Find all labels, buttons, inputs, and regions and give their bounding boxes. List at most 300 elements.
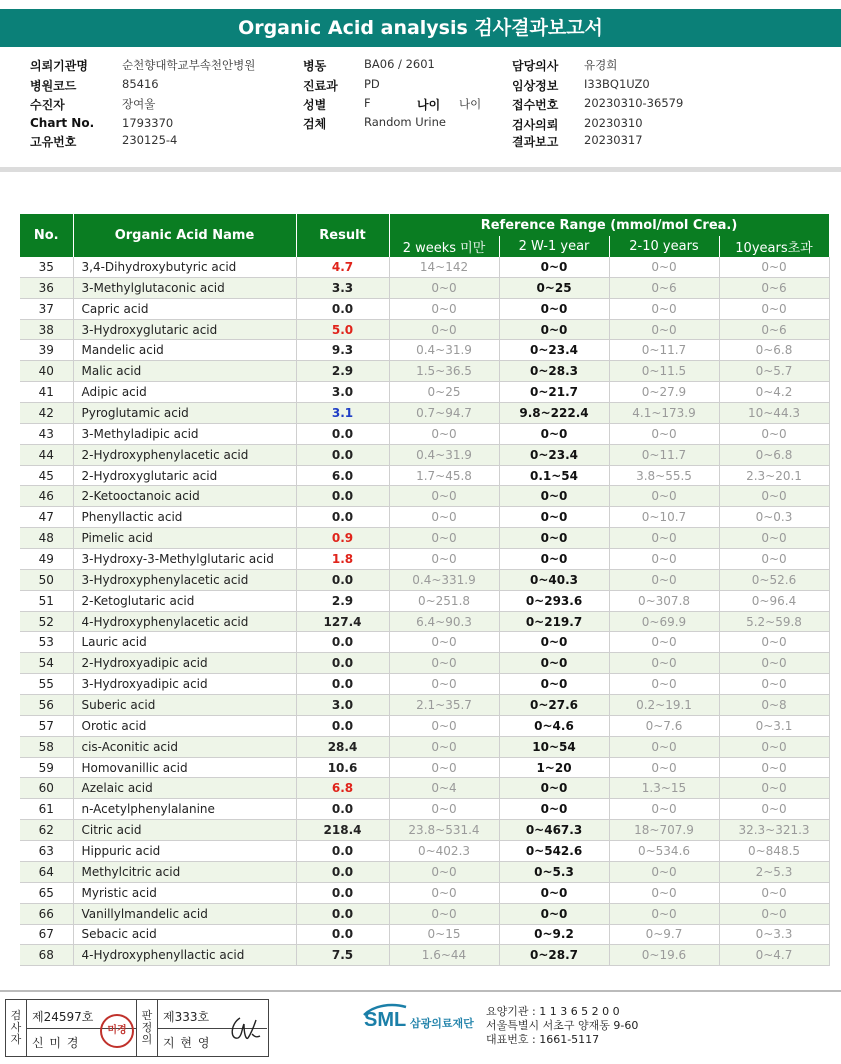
age-value: 나이 [459, 97, 482, 111]
unique-no-value: 230125-4 [122, 133, 178, 147]
row-number: 36 [20, 277, 73, 298]
footer-divider [0, 990, 841, 992]
reference-range: 0~307.8 [609, 590, 719, 611]
reference-range: 1.6~44 [389, 945, 499, 966]
reference-range: 14~142 [389, 257, 499, 277]
reference-range: 0~0 [499, 632, 609, 653]
result-value: 6.8 [296, 778, 389, 799]
table-row [20, 549, 829, 570]
reference-range: 0~4.2 [719, 382, 829, 403]
header-range-2weeks: 2 weeks 미만 [389, 236, 499, 257]
row-number: 60 [20, 778, 73, 799]
row-number: 43 [20, 423, 73, 444]
acid-name: Pimelic acid [73, 528, 296, 549]
reference-range: 0~28.3 [499, 361, 609, 382]
reference-range: 0~6 [719, 319, 829, 340]
reference-range: 0~0 [389, 903, 499, 924]
result-value: 0.0 [296, 674, 389, 695]
acid-name: Sebacic acid [73, 924, 296, 945]
table-row [20, 611, 829, 632]
row-number: 52 [20, 611, 73, 632]
reference-range: 2.3~20.1 [719, 465, 829, 486]
reference-range: 0~0 [719, 799, 829, 820]
row-number: 48 [20, 528, 73, 549]
reference-range: 0~0 [389, 715, 499, 736]
reference-range: 0.7~94.7 [389, 403, 499, 424]
acid-name: 3-Methylglutaconic acid [73, 277, 296, 298]
reference-range: 0~28.7 [499, 945, 609, 966]
result-value: 0.0 [296, 861, 389, 882]
reference-range: 0~0 [389, 736, 499, 757]
header-result: Result [296, 214, 389, 257]
address: 서울특별시 서초구 양재동 9-60 [486, 1019, 639, 1032]
reference-range: 0~0 [389, 528, 499, 549]
row-number: 56 [20, 695, 73, 716]
reference-range: 0~0 [499, 882, 609, 903]
result-value: 0.0 [296, 444, 389, 465]
reference-range: 1.5~36.5 [389, 361, 499, 382]
result-value: 3.3 [296, 277, 389, 298]
reference-range: 0~0 [499, 799, 609, 820]
receipt-no-label: 접수번호 [512, 98, 559, 112]
reference-range: 0~219.7 [499, 611, 609, 632]
result-value: 2.9 [296, 361, 389, 382]
acid-name: Vanillylmandelic acid [73, 903, 296, 924]
reference-range: 0~293.6 [499, 590, 609, 611]
specimen-value: Random Urine [364, 115, 446, 129]
reference-range: 0~0 [719, 653, 829, 674]
acid-name: 2-Hydroxyglutaric acid [73, 465, 296, 486]
table-row [20, 653, 829, 674]
reference-range: 0~0 [609, 861, 719, 882]
result-value: 0.0 [296, 799, 389, 820]
request-date-label: 검사의뢰 [512, 118, 559, 132]
reference-range: 0~6.8 [719, 340, 829, 361]
sml-logo [362, 1007, 482, 1047]
row-number: 53 [20, 632, 73, 653]
table-row [20, 590, 829, 611]
chart-no-value: 1793370 [122, 116, 174, 130]
reference-range: 0~534.6 [609, 841, 719, 862]
reference-range: 0~0 [389, 674, 499, 695]
recipient-label: 수진자 [30, 98, 65, 112]
reference-range: 0~0 [719, 549, 829, 570]
table-row [20, 465, 829, 486]
reference-range: 0~0 [609, 736, 719, 757]
approver-name: 지 현 영 [163, 1036, 211, 1050]
table-row [20, 569, 829, 590]
reference-range: 0~52.6 [719, 569, 829, 590]
reference-range: 2~5.3 [719, 861, 829, 882]
row-number: 42 [20, 403, 73, 424]
reference-range: 0~0 [499, 903, 609, 924]
reference-range: 0~0 [609, 569, 719, 590]
reference-range: 0~0 [609, 257, 719, 277]
reference-range: 2.1~35.7 [389, 695, 499, 716]
row-number: 37 [20, 298, 73, 319]
reference-range: 0~0 [609, 423, 719, 444]
institution-label: 의뢰기관명 [30, 59, 88, 73]
table-row [20, 403, 829, 424]
acid-name: Lauric acid [73, 632, 296, 653]
table-row [20, 736, 829, 757]
row-number: 46 [20, 486, 73, 507]
institution-value: 순천향대학교부속천안병원 [122, 58, 256, 72]
reference-range: 0~3.1 [719, 715, 829, 736]
reference-range: 0.4~331.9 [389, 569, 499, 590]
row-number: 62 [20, 820, 73, 841]
sex-label: 성별 [303, 98, 327, 112]
reference-range: 0~0 [389, 319, 499, 340]
row-number: 39 [20, 340, 73, 361]
reference-range: 0~0 [719, 903, 829, 924]
reference-range: 0~7.6 [609, 715, 719, 736]
reference-range: 0~0 [499, 319, 609, 340]
approver-license: 제333호 [163, 1010, 210, 1024]
reference-range: 0~27.9 [609, 382, 719, 403]
table-row [20, 799, 829, 820]
reference-range: 0~0 [609, 757, 719, 778]
row-number: 50 [20, 569, 73, 590]
acid-name: Malic acid [73, 361, 296, 382]
result-value: 0.0 [296, 569, 389, 590]
reference-range: 18~707.9 [609, 820, 719, 841]
acid-name: Homovanillic acid [73, 757, 296, 778]
hospital-code-label: 병원코드 [30, 79, 77, 93]
row-number: 54 [20, 653, 73, 674]
report-footer [0, 995, 841, 1064]
reference-range: 0.4~31.9 [389, 340, 499, 361]
ward-label: 병동 [303, 59, 327, 73]
signature-box [5, 999, 269, 1057]
reference-range: 0~6 [719, 277, 829, 298]
reference-range: 0~0 [499, 257, 609, 277]
reference-range: 0~23.4 [499, 444, 609, 465]
acid-name: Methylcitric acid [73, 861, 296, 882]
header-reference: Reference Range (mmol/mol Crea.) [389, 214, 829, 236]
clinical-info-value: I33BQ1UZ0 [584, 77, 650, 91]
doctor-label: 담당의사 [512, 59, 559, 73]
reference-range: 0~0 [719, 757, 829, 778]
reference-range: 0~0 [609, 632, 719, 653]
reference-range: 0~4.7 [719, 945, 829, 966]
reference-range: 0~69.9 [609, 611, 719, 632]
reference-range: 0~0 [609, 653, 719, 674]
dept-value: PD [364, 77, 380, 91]
table-row [20, 298, 829, 319]
reference-range: 23.8~531.4 [389, 820, 499, 841]
table-row [20, 423, 829, 444]
reference-range: 0~0 [719, 778, 829, 799]
sex-value: F [364, 96, 371, 110]
reference-range: 0~9.7 [609, 924, 719, 945]
reference-range: 0~6.8 [719, 444, 829, 465]
reference-range: 0~0 [389, 861, 499, 882]
report-date-value: 20230317 [584, 133, 643, 147]
table-row [20, 507, 829, 528]
hospital-code-value: 85416 [122, 77, 159, 91]
approver-label: 판정의 [141, 1009, 153, 1046]
reference-range: 0~21.7 [499, 382, 609, 403]
reference-range: 0~0 [609, 882, 719, 903]
row-number: 61 [20, 799, 73, 820]
acid-name: 3-Hydroxyphenylacetic acid [73, 569, 296, 590]
row-number: 55 [20, 674, 73, 695]
unique-no-label: 고유번호 [30, 135, 77, 149]
row-number: 68 [20, 945, 73, 966]
age-label: 나이 [417, 98, 441, 112]
reference-range: 0~402.3 [389, 841, 499, 862]
reference-range: 0~0 [609, 903, 719, 924]
result-value: 0.0 [296, 715, 389, 736]
reference-range: 0~0 [499, 549, 609, 570]
table-row [20, 861, 829, 882]
acid-name: 4-Hydroxyphenyllactic acid [73, 945, 296, 966]
row-number: 66 [20, 903, 73, 924]
table-row [20, 924, 829, 945]
result-value: 0.0 [296, 298, 389, 319]
reference-range: 0~0 [719, 423, 829, 444]
acid-name: Citric acid [73, 820, 296, 841]
acid-name: Hippuric acid [73, 841, 296, 862]
result-value: 0.0 [296, 632, 389, 653]
reference-range: 0~5.3 [499, 861, 609, 882]
result-value: 0.0 [296, 653, 389, 674]
acid-name: Phenyllactic acid [73, 507, 296, 528]
reference-range: 4.1~173.9 [609, 403, 719, 424]
result-value: 0.9 [296, 528, 389, 549]
reference-range: 0~10.7 [609, 507, 719, 528]
row-number: 63 [20, 841, 73, 862]
reference-range: 0~0 [609, 674, 719, 695]
reference-range: 0~4 [389, 778, 499, 799]
row-number: 58 [20, 736, 73, 757]
reference-range: 0~0 [389, 277, 499, 298]
reference-range: 6.4~90.3 [389, 611, 499, 632]
row-number: 47 [20, 507, 73, 528]
reference-range: 0~6 [609, 277, 719, 298]
result-value: 3.0 [296, 695, 389, 716]
acid-name: 3-Methyladipic acid [73, 423, 296, 444]
row-number: 44 [20, 444, 73, 465]
reference-range: 0~0 [499, 778, 609, 799]
result-value: 218.4 [296, 820, 389, 841]
reference-range: 0~27.6 [499, 695, 609, 716]
header-range-2-10years: 2-10 years [609, 236, 719, 257]
reference-range: 0~23.4 [499, 340, 609, 361]
result-value: 3.1 [296, 403, 389, 424]
result-value: 0.0 [296, 507, 389, 528]
dept-label: 진료과 [303, 79, 338, 93]
report-date-label: 결과보고 [512, 135, 559, 149]
table-row [20, 903, 829, 924]
reference-range: 0~11.7 [609, 340, 719, 361]
reference-range: 0~467.3 [499, 820, 609, 841]
table-row [20, 382, 829, 403]
table-row [20, 715, 829, 736]
reference-range: 10~54 [499, 736, 609, 757]
tester-license: 제24597호 [32, 1010, 94, 1024]
doctor-value: 유경희 [584, 58, 618, 72]
row-number: 59 [20, 757, 73, 778]
row-number: 67 [20, 924, 73, 945]
row-number: 45 [20, 465, 73, 486]
acid-name: 2-Ketoglutaric acid [73, 590, 296, 611]
row-number: 35 [20, 257, 73, 277]
reference-range: 5.2~59.8 [719, 611, 829, 632]
tester-name: 신 미 경 [32, 1036, 80, 1050]
reference-range: 1.3~15 [609, 778, 719, 799]
table-row [20, 945, 829, 966]
row-number: 51 [20, 590, 73, 611]
table-row [20, 820, 829, 841]
result-value: 7.5 [296, 945, 389, 966]
reference-range: 0~0 [719, 528, 829, 549]
reference-range: 32.3~321.3 [719, 820, 829, 841]
reference-range: 0~19.6 [609, 945, 719, 966]
reference-range: 0~0 [499, 507, 609, 528]
reference-range: 0~11.5 [609, 361, 719, 382]
reference-range: 0~0 [389, 507, 499, 528]
row-number: 38 [20, 319, 73, 340]
reference-range: 0~9.2 [499, 924, 609, 945]
org-name: 삼광의료재단 [410, 1017, 474, 1030]
corporate-info [486, 1005, 638, 1047]
row-number: 57 [20, 715, 73, 736]
reference-range: 0~0 [389, 882, 499, 903]
reference-range: 0~0 [499, 486, 609, 507]
reference-range: 0~0 [389, 799, 499, 820]
receipt-no-value: 20230310-36579 [584, 96, 684, 110]
result-value: 0.0 [296, 924, 389, 945]
acid-name: Orotic acid [73, 715, 296, 736]
acid-name: Adipic acid [73, 382, 296, 403]
reference-range: 0~251.8 [389, 590, 499, 611]
table-row [20, 674, 829, 695]
reference-range: 0~0 [609, 319, 719, 340]
reference-range: 0~542.6 [499, 841, 609, 862]
logo-text: SML [364, 1009, 407, 1031]
reference-range: 0~0 [719, 882, 829, 903]
row-number: 65 [20, 882, 73, 903]
header-no: No. [20, 214, 73, 257]
reference-range: 0~0 [719, 298, 829, 319]
row-number: 41 [20, 382, 73, 403]
result-value: 0.0 [296, 486, 389, 507]
table-row [20, 757, 829, 778]
result-value: 0.0 [296, 903, 389, 924]
result-value: 127.4 [296, 611, 389, 632]
acid-name: 2-Hydroxyadipic acid [73, 653, 296, 674]
reference-range: 0~11.7 [609, 444, 719, 465]
acid-name: Suberic acid [73, 695, 296, 716]
result-value: 9.3 [296, 340, 389, 361]
result-value: 5.0 [296, 319, 389, 340]
acid-name: 3-Hydroxyadipic acid [73, 674, 296, 695]
reference-range: 0~0 [389, 632, 499, 653]
reference-range: 0~0.3 [719, 507, 829, 528]
acid-name: 2-Ketooctanoic acid [73, 486, 296, 507]
reference-range: 0~0 [389, 653, 499, 674]
table-row [20, 257, 829, 277]
reference-range: 10~44.3 [719, 403, 829, 424]
stamp-seal-icon: 미경 [100, 1014, 134, 1048]
phone-number: 대표번호 : 1661-5117 [486, 1033, 600, 1046]
acid-name: Myristic acid [73, 882, 296, 903]
table-row [20, 319, 829, 340]
reference-range: 0~4.6 [499, 715, 609, 736]
result-value: 0.0 [296, 841, 389, 862]
table-row [20, 444, 829, 465]
acid-name: Pyroglutamic acid [73, 403, 296, 424]
reference-range: 0~0 [719, 486, 829, 507]
reference-range: 3.8~55.5 [609, 465, 719, 486]
table-row [20, 528, 829, 549]
acid-name: n-Acetylphenylalanine [73, 799, 296, 820]
header-range-10years: 10years초과 [719, 236, 829, 257]
acid-name: 4-Hydroxyphenylacetic acid [73, 611, 296, 632]
reference-range: 0~0 [609, 486, 719, 507]
reference-range: 0~0 [719, 257, 829, 277]
reference-range: 0~25 [389, 382, 499, 403]
acid-name: 3,4-Dihydroxybutyric acid [73, 257, 296, 277]
reference-range: 0~0 [389, 549, 499, 570]
reference-range: 0~15 [389, 924, 499, 945]
table-row [20, 277, 829, 298]
patient-info [0, 52, 841, 152]
reference-range: 0.2~19.1 [609, 695, 719, 716]
reference-range: 0~848.5 [719, 841, 829, 862]
reference-range: 0~0 [389, 423, 499, 444]
acid-name: Azelaic acid [73, 778, 296, 799]
header-range-2w-1year: 2 W-1 year [499, 236, 609, 257]
table-row [20, 882, 829, 903]
reference-range: 0~0 [609, 799, 719, 820]
reference-range: 0~0 [499, 423, 609, 444]
reference-range: 9.8~222.4 [499, 403, 609, 424]
reference-range: 0~0 [609, 298, 719, 319]
acid-name: 2-Hydroxyphenylacetic acid [73, 444, 296, 465]
result-value: 0.0 [296, 882, 389, 903]
reference-range: 0~0 [499, 528, 609, 549]
ward-value: BA06 / 2601 [364, 57, 435, 71]
reference-range: 0~3.3 [719, 924, 829, 945]
reference-range: 0~0 [609, 528, 719, 549]
reference-range: 0~96.4 [719, 590, 829, 611]
acid-name: cis-Aconitic acid [73, 736, 296, 757]
reference-range: 0~0 [499, 674, 609, 695]
reference-range: 0~0 [389, 298, 499, 319]
reference-range: 0~25 [499, 277, 609, 298]
reference-range: 0~0 [719, 736, 829, 757]
tester-label: 검사자 [10, 1009, 22, 1046]
result-value: 4.7 [296, 257, 389, 277]
result-value: 6.0 [296, 465, 389, 486]
section-divider [0, 167, 841, 172]
result-value: 28.4 [296, 736, 389, 757]
report-title: Organic Acid analysis 검사결과보고서 [0, 9, 841, 47]
result-value: 3.0 [296, 382, 389, 403]
table-row [20, 632, 829, 653]
table-row [20, 778, 829, 799]
row-number: 64 [20, 861, 73, 882]
reference-range: 0~0 [719, 632, 829, 653]
reference-range: 0~0 [609, 549, 719, 570]
acid-name: 3-Hydroxyglutaric acid [73, 319, 296, 340]
header-name: Organic Acid Name [73, 214, 296, 257]
reference-range: 0.1~54 [499, 465, 609, 486]
reference-range: 0~0 [389, 757, 499, 778]
